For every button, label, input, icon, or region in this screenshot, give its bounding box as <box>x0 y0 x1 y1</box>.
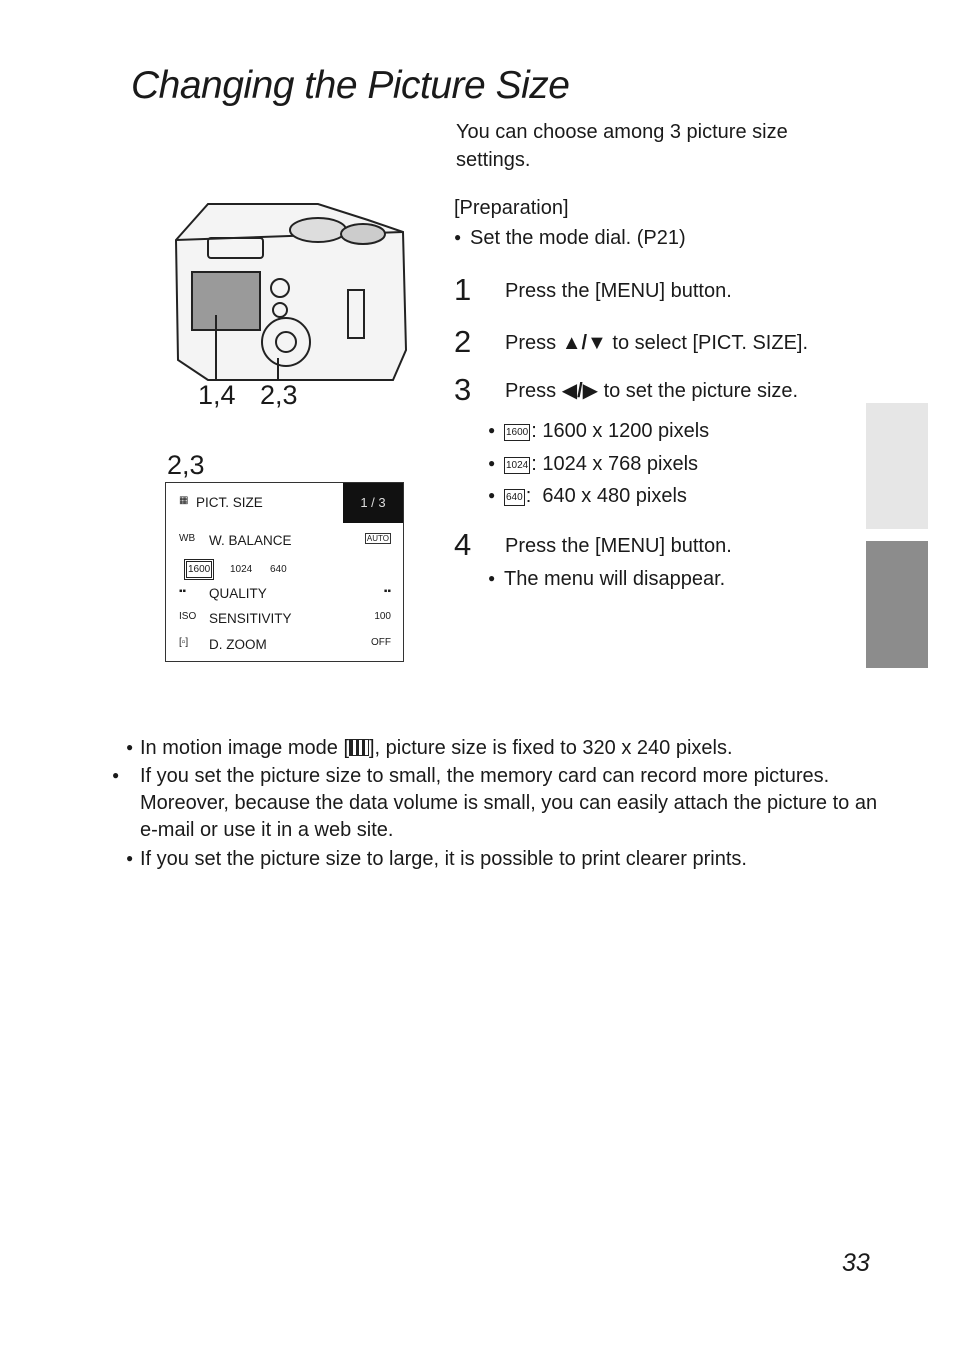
menu-pager: 1 / 3 <box>343 483 403 523</box>
step-3: 3 Press ◀/▶ to set the picture size. <box>454 372 799 407</box>
callout-label-right: 2,3 <box>260 380 298 410</box>
menu-row-pict-size: ▦ PICT. SIZE <box>179 495 263 510</box>
note-large-size: ● If you set the picture size to large, it is possible to print clearer prints. <box>126 848 747 870</box>
motion-image-icon <box>349 739 369 756</box>
callout-label-left: 1,4 <box>198 380 236 410</box>
menu-row-digital-zoom: [▫] D. ZOOM OFF <box>179 637 391 652</box>
size-option-640: ● 640 : 640 x 480 pixels <box>488 485 687 507</box>
menu-row-sensitivity: ISO SENSITIVITY 100 <box>179 611 391 626</box>
note-motion-image: ● In motion image mode [ ], picture size is fixed to 320 x 240 pixels. <box>126 737 733 759</box>
side-tab-dark <box>866 541 928 668</box>
size-1024-icon: 1024 <box>504 457 530 474</box>
step-4: 4 Press the [MENU] button. <box>454 527 732 562</box>
left-right-arrow-icon: ◀/▶ <box>561 380 599 402</box>
size-option-1600: ● 1600 : 1600 x 1200 pixels <box>488 420 710 442</box>
size-1600-icon: 1600 <box>504 424 530 441</box>
screen-label: 2,3 <box>167 450 205 480</box>
step-1: 1 Press the [MENU] button. <box>454 272 732 307</box>
menu-row-quality: ▪▪ QUALITY ▪▪ <box>179 586 391 601</box>
menu-screen <box>165 482 404 662</box>
step-4-note: ● The menu will disappear. <box>488 568 726 590</box>
pict-size-icon: ▦ <box>179 495 189 506</box>
quality-value-icon: ▪▪ <box>383 586 391 597</box>
up-down-arrow-icon: ▲/▼ <box>561 332 607 354</box>
size-640-icon: 640 <box>504 489 525 506</box>
menu-size-640: 640 <box>270 564 287 575</box>
menu-size-1024: 1024 <box>230 564 253 575</box>
zoom-icon: [▫] <box>179 637 189 648</box>
intro-text: You can choose among 3 picture size settings. <box>456 121 788 171</box>
note-small-size: ● If you set the picture size to small, the memory card can record more pictures. Moreover, because the data volume is small, you can easily attach the picture to an e-mail or use it in a web site. <box>112 765 878 841</box>
size-option-1024: ● 1024 : 1024 x 768 pixels <box>488 453 699 475</box>
step-2: 2 Press ▲/▼ to select [PICT. SIZE]. <box>454 324 809 359</box>
page-title: Changing the Picture Size <box>131 64 570 107</box>
side-tab-light <box>866 403 928 529</box>
preparation-item: ● Set the mode dial. (P21) <box>454 227 686 249</box>
menu-size-1600: 1600 <box>186 561 212 578</box>
preparation-block <box>454 194 686 253</box>
menu-row-white-balance: WB W. BALANCE AUTO <box>179 533 389 548</box>
page-number: 33 <box>842 1249 870 1277</box>
quality-icon: ▪▪ <box>179 586 187 597</box>
menu-size-selector <box>166 559 403 583</box>
preparation-heading: [Preparation] <box>454 197 569 219</box>
